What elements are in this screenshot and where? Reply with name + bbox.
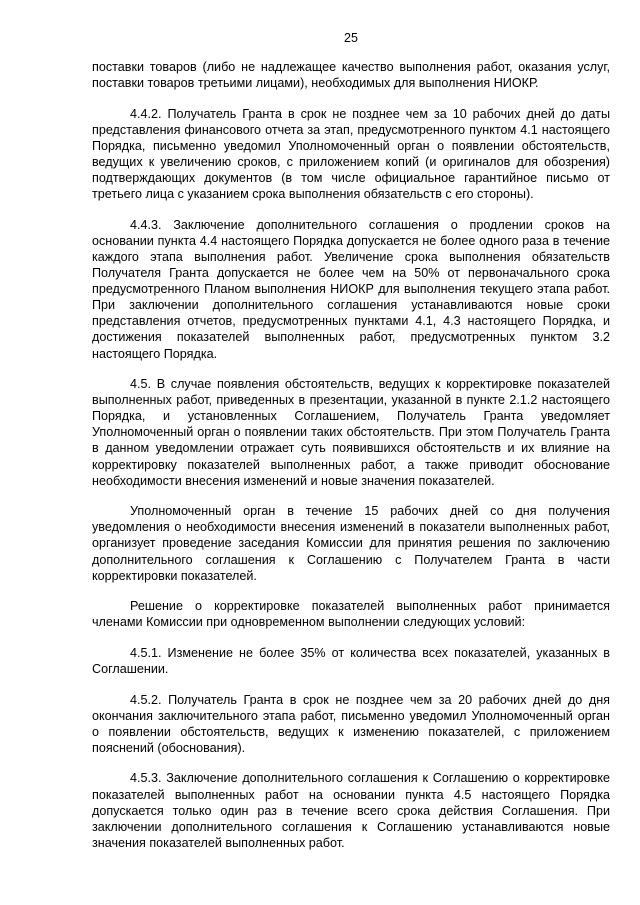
paragraph-decision: Решение о корректировке показателей выполненных работ принимается членами Комиссии при одновременном выполнении следующих условий: [92,599,610,630]
paragraph-4-5-3: 4.5.3. Заключение дополнительного соглашения к Соглашению о корректировке показателей выполненных работ на основании пункта 4.5 настоящего Порядка допускается только один раз в течение всего срока действия Соглашения. При заключении дополнительного соглашения к Соглашению устанавливаются новые значения показателей выполненных работ. [92,771,610,850]
page-number: 25 [344,31,358,45]
paragraph-4-5: 4.5. В случае появления обстоятельств, ведущих к корректировке показателей выполненных работ, приведенных в презентации, указанной в пункте 2.1.2 настоящего Порядка, и установленных Соглашением, Получатель Гранта уведомляет Уполномоченный орган о появлении таких обстоятельств. При этом Получатель Гранта в данном уведомлении отражает суть появившихся обстоятельств и их влияние на корректировку показателей выполненных работ, а также приводит обоснование необходимости внесения изменений и новые значения показателей. [92,377,610,488]
paragraph-4-4-2: 4.4.2. Получатель Гранта в срок не позднее чем за 10 рабочих дней до даты представления финансового отчета за этап, предусмотренного пунктом 4.1 настоящего Порядка, письменно уведомил Уполномоченный орган о появлении обстоятельств, ведущих к увеличению сроков, с приложением копий (и оригиналов для обозрения) подтверждающих документов (в том числе официальное гарантийное письмо от третьего лица с указанием срока выполнения обязательств с его стороны). [92,106,610,202]
paragraph-authority: Уполномоченный орган в течение 15 рабочих дней со дня получения уведомления о необходимости внесения изменений в показатели выполненных работ, организует проведение заседания Комиссии для принятия решения по заключению дополнительного соглашения к Соглашению с Получателем Гранта в части корректировки показателей. [92,504,610,583]
paragraph-continued: поставки товаров (либо не надлежащее качество выполнения работ, оказания услуг, поставки товаров третьими лицами), необходимых для выполнения НИОКР. [92,60,610,91]
paragraph-4-4-3: 4.4.3. Заключение дополнительного соглашения о продлении сроков на основании пункта 4.4 настоящего Порядка допускается не более одного раза в течение каждого этапа выполнения работ. Увеличение срока выполнения обязательств Получателя Гранта допускается не более чем на 50% от первоначального срока предусмотренного Планом выполнения НИОКР для выполнения текущего этапа работ. При заключении дополнительного соглашения устанавливаются новые сроки представления отчетов, предусмотренных пунктами 4.1, 4.3 настоящего Порядка, и достижения показателей выполненных работ, предусмотренных пунктом 3.2 настоящего Порядка. [92,217,610,361]
paragraph-4-5-1: 4.5.1. Изменение не более 35% от количества всех показателей, указанных в Соглашении. [92,645,610,676]
paragraph-4-5-2: 4.5.2. Получатель Гранта в срок не позднее чем за 20 рабочих дней до дня окончания заключительного этапа работ, письменно уведомил Уполномоченный орган о появлении обстоятельств, ведущих к изменению показателей, с приложением пояснений (обоснования). [92,692,610,755]
